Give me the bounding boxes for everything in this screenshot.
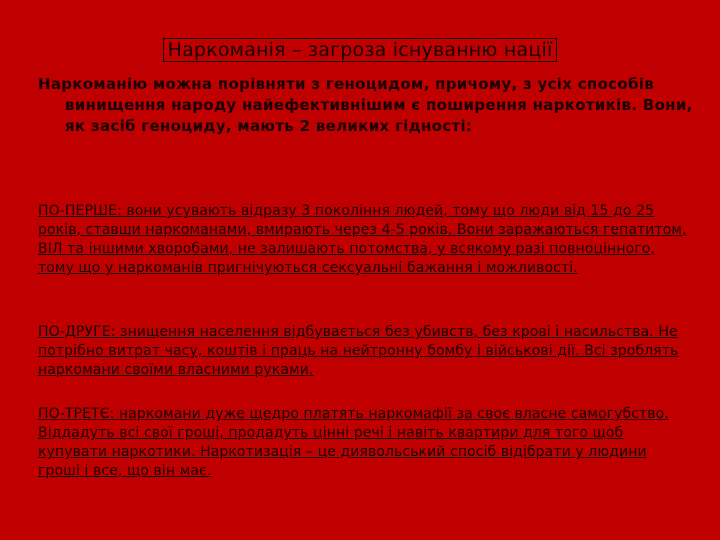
slide-title: [0, 38, 720, 62]
paragraph-first: ПО-ПЕРШЕ: вони усувають відразу 3 покоління людей, тому що люди від 15 до 25 років, ставши наркоманами, вмирають через 4-5 років. Вони заражаються гепатитом, ВІЛ та іншими хворобами, не залишають потомства, у всякому разі повноцінного, тому що у наркоманів пригнічуються сексуальні бажання і можливості.: [38, 203, 687, 276]
paragraph-second: ПО-ДРУГЕ: знищення населення відбувається без убивств, без крові і насильства. Не потрібно витрат часу, коштів і праць на нейтронну бомбу і військові дії. Всі зроблять наркомани своїми власними руками.: [38, 324, 679, 378]
intro-paragraph: Наркоманію можна порівняти з геноцидом, причому, з усіх способів винищення народу найефективнішим є поширення наркотиків. Вони, як засіб геноциду, мають 2 великих гідності:: [38, 75, 693, 135]
slide-title-text: Наркоманія – загроза існуванню нації: [163, 38, 558, 62]
paragraph-third: ПО-ТРЕТЄ: наркомани дуже щедро платять наркомафії за своє власне самогубство. Віддадуть всі свої гроші, продадуть цінні речі і навіть квартири для того щоб купувати наркотики. Наркотизація – це диявольський спосіб відібрати у людини гроші і все, що він має.: [38, 406, 669, 479]
